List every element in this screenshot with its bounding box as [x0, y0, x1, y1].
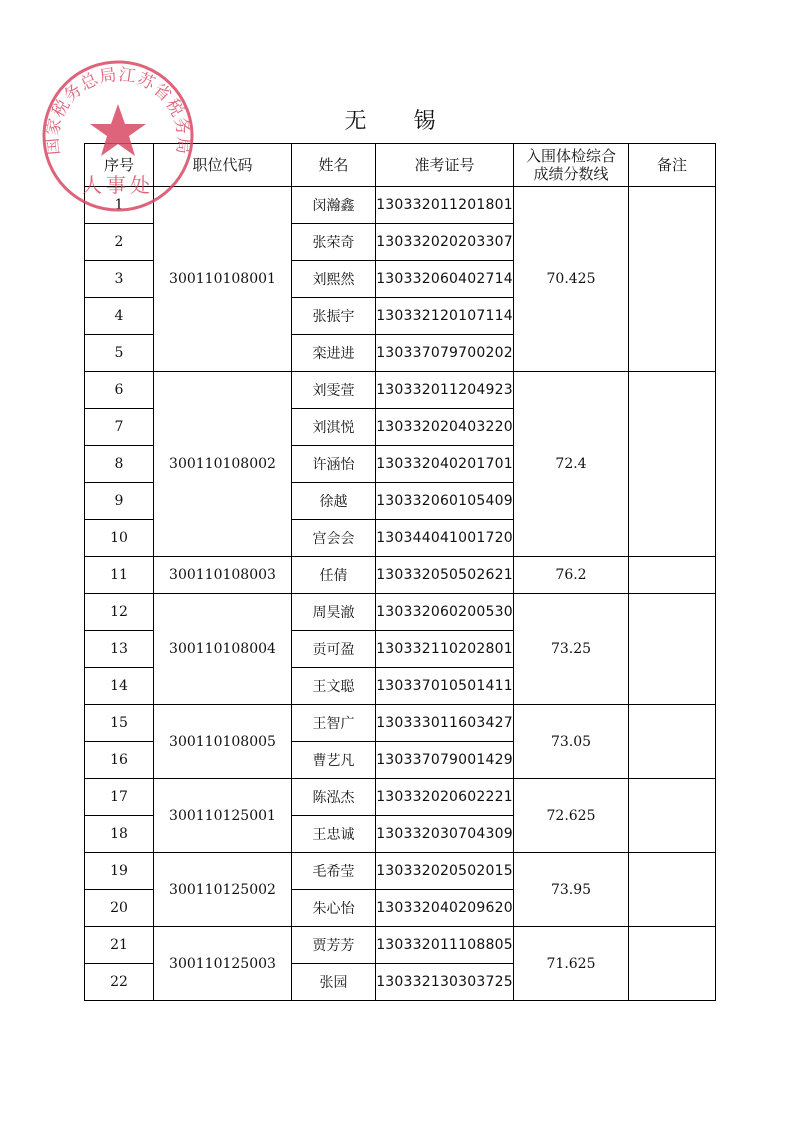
- cell-ticket-number: 130332030704309: [376, 816, 514, 853]
- cell-ticket-number: 130332011108805: [376, 927, 514, 964]
- header-score-line2: 成绩分数线: [533, 165, 609, 183]
- cell-ticket-number: 130332020602221: [376, 779, 514, 816]
- cell-seq: 5: [85, 335, 154, 372]
- cell-name: 曹艺凡: [292, 742, 376, 779]
- cell-seq: 9: [85, 483, 154, 520]
- table-header-row: [85, 144, 716, 187]
- cell-seq: 20: [85, 890, 154, 927]
- cell-seq: 19: [85, 853, 154, 890]
- cell-ticket-number: 130332040209620: [376, 890, 514, 927]
- cell-ticket-number: 130332020502015: [376, 853, 514, 890]
- table-body: [85, 187, 716, 1001]
- cell-position-code: 300110108002: [154, 372, 292, 557]
- svg-text:人事处: 人事处: [82, 173, 154, 197]
- cell-ticket-number: 130332020403220: [376, 409, 514, 446]
- cell-position-code: 300110108005: [154, 705, 292, 779]
- table-row: [85, 594, 716, 631]
- cell-seq: 3: [85, 261, 154, 298]
- cell-name: 刘雯萱: [292, 372, 376, 409]
- cell-seq: 16: [85, 742, 154, 779]
- table-row: [85, 779, 716, 816]
- results-table: [84, 143, 716, 1001]
- header-seq: 序号: [85, 144, 154, 187]
- cell-ticket-number: 130332060105409: [376, 483, 514, 520]
- cell-seq: 4: [85, 298, 154, 335]
- table-row: [85, 557, 716, 594]
- header-remark: 备注: [629, 144, 716, 187]
- cell-name: 王文聪: [292, 668, 376, 705]
- cell-ticket-number: 130333011603427: [376, 705, 514, 742]
- cell-remark: [629, 187, 716, 372]
- cell-name: 张荣奇: [292, 224, 376, 261]
- cell-name: 陈泓杰: [292, 779, 376, 816]
- cell-score-line: 73.25: [514, 594, 629, 705]
- cell-seq: 13: [85, 631, 154, 668]
- cell-name: 张园: [292, 964, 376, 1001]
- cell-seq: 14: [85, 668, 154, 705]
- cell-position-code: 300110108001: [154, 187, 292, 372]
- cell-seq: 10: [85, 520, 154, 557]
- header-ticket: 准考证号: [376, 144, 514, 187]
- header-code: 职位代码: [154, 144, 292, 187]
- cell-ticket-number: 130332130303725: [376, 964, 514, 1001]
- cell-name: 张振宇: [292, 298, 376, 335]
- cell-name: 刘熙然: [292, 261, 376, 298]
- cell-remark: [629, 927, 716, 1001]
- cell-position-code: 300110108003: [154, 557, 292, 594]
- cell-seq: 12: [85, 594, 154, 631]
- table-row: [85, 705, 716, 742]
- cell-remark: [629, 853, 716, 927]
- cell-remark: [629, 557, 716, 594]
- cell-name: 王忠诚: [292, 816, 376, 853]
- cell-score-line: 72.4: [514, 372, 629, 557]
- cell-seq: 1: [85, 187, 154, 224]
- cell-score-line: 72.625: [514, 779, 629, 853]
- cell-seq: 6: [85, 372, 154, 409]
- cell-remark: [629, 779, 716, 853]
- cell-score-line: 71.625: [514, 927, 629, 1001]
- cell-seq: 21: [85, 927, 154, 964]
- cell-ticket-number: 130332011201801: [376, 187, 514, 224]
- svg-text:国家税务总局江苏省税务局: 国家税务总局江苏省税务局: [42, 64, 194, 156]
- table-row: [85, 927, 716, 964]
- cell-name: 宫会会: [292, 520, 376, 557]
- cell-name: 朱心怡: [292, 890, 376, 927]
- cell-name: 刘淇悦: [292, 409, 376, 446]
- cell-ticket-number: 130332110202801: [376, 631, 514, 668]
- cell-ticket-number: 130332120107114: [376, 298, 514, 335]
- cell-score-line: 73.05: [514, 705, 629, 779]
- cell-ticket-number: 130332040201701: [376, 446, 514, 483]
- cell-name: 贡可盈: [292, 631, 376, 668]
- cell-seq: 7: [85, 409, 154, 446]
- header-name: 姓名: [292, 144, 376, 187]
- cell-name: 任倩: [292, 557, 376, 594]
- header-score: [514, 144, 629, 187]
- cell-name: 栾进进: [292, 335, 376, 372]
- cell-name: 贾芳芳: [292, 927, 376, 964]
- cell-ticket-number: 130337079001429: [376, 742, 514, 779]
- cell-position-code: 300110125001: [154, 779, 292, 853]
- cell-remark: [629, 705, 716, 779]
- cell-seq: 18: [85, 816, 154, 853]
- cell-name: 徐越: [292, 483, 376, 520]
- cell-name: 毛希莹: [292, 853, 376, 890]
- cell-score-line: 70.425: [514, 187, 629, 372]
- cell-name: 闵瀚鑫: [292, 187, 376, 224]
- header-score-line1: 入围体检综合: [525, 147, 616, 165]
- cell-ticket-number: 130337010501411: [376, 668, 514, 705]
- cell-seq: 15: [85, 705, 154, 742]
- cell-ticket-number: 130332060200530: [376, 594, 514, 631]
- cell-ticket-number: 130332060402714: [376, 261, 514, 298]
- cell-ticket-number: 130332020203307: [376, 224, 514, 261]
- cell-name: 周昊澈: [292, 594, 376, 631]
- cell-seq: 8: [85, 446, 154, 483]
- cell-name: 王智广: [292, 705, 376, 742]
- cell-score-line: 76.2: [514, 557, 629, 594]
- table-row: [85, 187, 716, 224]
- cell-ticket-number: 130337079700202: [376, 335, 514, 372]
- page-title: 无 锡: [344, 109, 456, 134]
- cell-name: 许涵怡: [292, 446, 376, 483]
- table-row: [85, 372, 716, 409]
- cell-ticket-number: 130332011204923: [376, 372, 514, 409]
- cell-position-code: 300110125003: [154, 927, 292, 1001]
- cell-ticket-number: 130332050502621: [376, 557, 514, 594]
- cell-position-code: 300110125002: [154, 853, 292, 927]
- table-row: [85, 853, 716, 890]
- cell-remark: [629, 594, 716, 705]
- cell-seq: 17: [85, 779, 154, 816]
- cell-remark: [629, 372, 716, 557]
- cell-seq: 2: [85, 224, 154, 261]
- cell-seq: 11: [85, 557, 154, 594]
- cell-position-code: 300110108004: [154, 594, 292, 705]
- cell-ticket-number: 130344041001720: [376, 520, 514, 557]
- cell-seq: 22: [85, 964, 154, 1001]
- cell-score-line: 73.95: [514, 853, 629, 927]
